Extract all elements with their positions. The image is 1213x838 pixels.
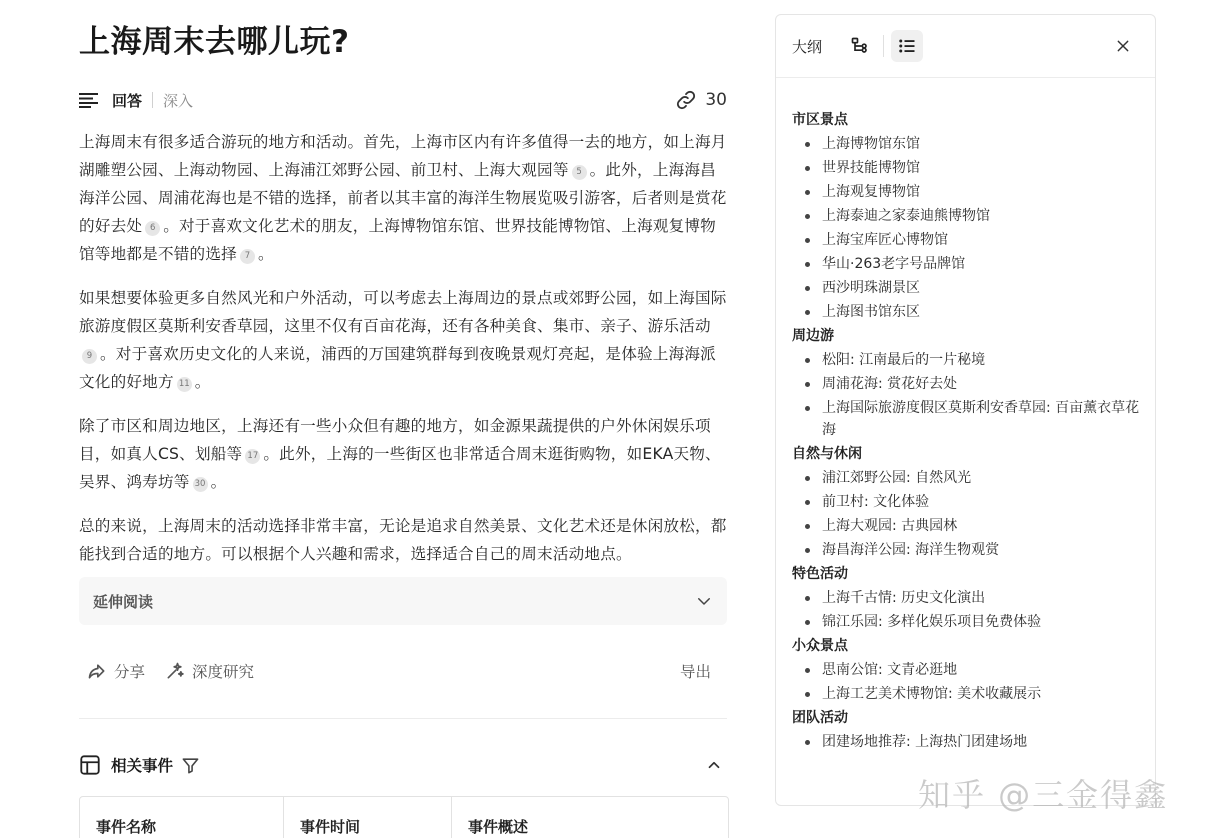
tab-answer[interactable]: 回答 — [112, 91, 143, 110]
outline-item[interactable]: 思南公馆: 文青必逛地 — [792, 659, 1147, 681]
close-outline-button[interactable] — [1107, 30, 1139, 62]
column-header-summary[interactable]: 事件概述 — [468, 818, 529, 836]
outline-item[interactable]: 上海观复博物馆 — [792, 181, 1147, 203]
watermark: 知乎 @三金得鑫 — [918, 776, 1169, 814]
citation-marker[interactable]: 30 — [193, 477, 208, 492]
outline-item[interactable]: 世界技能博物馆 — [792, 157, 1147, 179]
filter-icon[interactable] — [181, 756, 200, 775]
page-title: 上海周末去哪儿玩? — [79, 24, 350, 60]
outline-item[interactable]: 上海国际旅游度假区莫斯利安香草园: 百亩薰衣草花海 — [792, 397, 1147, 441]
outline-item[interactable]: 华山·263老字号品牌馆 — [792, 253, 1147, 275]
extend-reading-panel[interactable] — [79, 577, 727, 625]
outline-section-title[interactable]: 团队活动 — [792, 710, 848, 726]
outline-item[interactable]: 海昌海洋公园: 海洋生物观赏 — [792, 539, 1147, 561]
column-header-name[interactable]: 事件名称 — [80, 797, 284, 838]
paragraph-text: 如果想要体验更多自然风光和户外活动，可以考虑去上海周边的景点或郊野公园，如上海国际旅游度假区莫斯利安香草园，这里不仅有百亩花海，还有各种美食、集市、亲子、游乐活动 — [79, 289, 727, 335]
outline-header — [776, 15, 1155, 78]
share-label: 分享 — [114, 663, 146, 681]
related-events-title: 相关事件 — [111, 757, 174, 775]
mindmap-icon — [850, 36, 870, 56]
divider — [79, 718, 727, 719]
outline-item[interactable]: 上海图书馆东区 — [792, 301, 1147, 323]
answer-paragraph — [79, 128, 727, 268]
paragraph-text: 除了市区和周边地区，上海还有一些小众但有趣的地方，如金源果蔬提供的户外休闲娱乐项目，如真人CS、划船等 — [79, 417, 711, 463]
paragraph-text: 。 — [257, 245, 274, 263]
deep-research-button[interactable] — [165, 660, 254, 682]
deep-research-label: 深度研究 — [192, 663, 255, 681]
events-table — [79, 796, 729, 838]
citation-marker[interactable]: 17 — [245, 449, 260, 464]
outline-item[interactable]: 上海泰迪之家泰迪熊博物馆 — [792, 205, 1147, 227]
reference-count: 30 — [705, 90, 727, 110]
outline-panel — [775, 14, 1156, 806]
answer-paragraph — [79, 512, 727, 568]
outline-item[interactable]: 浦江郊野公园: 自然风光 — [792, 467, 1147, 489]
outline-item[interactable]: 上海宝库匠心博物馆 — [792, 229, 1147, 251]
references-button[interactable] — [675, 89, 727, 111]
sparkle-wand-icon — [165, 661, 185, 681]
list-view-button[interactable] — [891, 30, 923, 62]
answer-paragraph — [79, 412, 727, 496]
paragraph-text: 上海周末有很多适合游玩的地方和活动。首先，上海市区内有许多值得一去的地方，如上海月湖雕塑公园、上海动物园、上海浦江郊野公园、前卫村、上海大观园等 — [79, 133, 727, 179]
outline-item[interactable]: 西沙明珠湖景区 — [792, 277, 1147, 299]
citation-marker[interactable]: 6 — [145, 221, 160, 236]
tab-divider — [152, 92, 153, 108]
paragraph-text: 。对于喜欢历史文化的人来说，浦西的万国建筑群每到夜晚景观灯亮起，是体验上海海派文化的好地方 — [79, 345, 716, 391]
text-lines-icon — [79, 92, 99, 108]
outline-item[interactable]: 松阳: 江南最后的一片秘境 — [792, 349, 1147, 371]
answer-paragraph — [79, 284, 727, 396]
bullet-list-icon — [897, 36, 917, 56]
paragraph-text: 总的来说，上海周末的活动选择非常丰富，无论是追求自然美景、文化艺术还是休闲放松，都能找到合适的地方。可以根据个人兴趣和需求，选择适合自己的周末活动地点。 — [79, 517, 727, 563]
outline-item[interactable]: 上海大观园: 古典园林 — [792, 515, 1147, 537]
outline-section-title[interactable]: 小众景点 — [792, 638, 848, 654]
related-events-header — [79, 752, 727, 778]
column-header-time[interactable]: 事件时间 — [284, 797, 452, 838]
outline-item[interactable]: 锦江乐园: 多样化娱乐项目免费体验 — [792, 611, 1147, 633]
outline-list — [792, 107, 1147, 755]
outline-header-separator — [883, 35, 884, 57]
outline-section-title[interactable]: 特色活动 — [792, 566, 848, 582]
paragraph-text: 。此外，上海的一些街区也非常适合周末逛街购物，如EKA天物、吴界、鸿寿坊等 — [79, 445, 721, 491]
answer-tab-bar — [79, 86, 727, 114]
paragraph-text: 。对于喜欢文化艺术的朋友，上海博物馆东馆、世界技能博物馆、上海观复博物馆等地都是不错的选择 — [79, 217, 716, 263]
share-icon — [87, 661, 107, 681]
outline-section-title[interactable]: 自然与休闲 — [792, 446, 862, 462]
citation-marker[interactable]: 7 — [240, 249, 255, 264]
outline-item[interactable]: 上海博物馆东馆 — [792, 133, 1147, 155]
outline-section-title[interactable]: 市区景点 — [792, 112, 848, 128]
paragraph-text: 。 — [194, 373, 211, 391]
citation-marker[interactable]: 11 — [177, 377, 192, 392]
mindmap-view-button[interactable] — [844, 30, 876, 62]
share-button[interactable] — [87, 660, 145, 682]
citation-marker[interactable]: 5 — [572, 165, 587, 180]
outline-item[interactable]: 上海工艺美术博物馆: 美术收藏展示 — [792, 683, 1147, 705]
outline-section-title[interactable]: 周边游 — [792, 328, 834, 344]
extend-reading-label: 延伸阅读 — [93, 592, 154, 611]
chevron-down-icon — [695, 592, 713, 610]
main-content — [79, 0, 729, 838]
outline-item[interactable]: 团建场地推荐: 上海热门团建场地 — [792, 731, 1147, 753]
outline-item[interactable]: 前卫村: 文化体验 — [792, 491, 1147, 513]
link-icon — [675, 89, 697, 111]
chevron-up-icon[interactable] — [705, 756, 723, 774]
close-icon — [1115, 38, 1131, 54]
action-bar — [87, 656, 719, 686]
outline-title: 大纲 — [792, 37, 823, 56]
answer-body — [79, 128, 727, 584]
outline-item[interactable]: 周浦花海: 赏花好去处 — [792, 373, 1147, 395]
paragraph-text: 。 — [210, 473, 227, 491]
tab-deep[interactable]: 深入 — [163, 91, 194, 110]
export-button[interactable]: 导出 — [679, 663, 711, 681]
paragraph-text: 。此外，上海海昌海洋公园、周浦花海也是不错的选择，前者以其丰富的海洋生物展览吸引游客，后者则是赏花的好去处 — [79, 161, 727, 235]
citation-marker[interactable]: 9 — [82, 349, 97, 364]
outline-item[interactable]: 上海千古情: 历史文化演出 — [792, 587, 1147, 609]
table-icon — [79, 754, 101, 776]
